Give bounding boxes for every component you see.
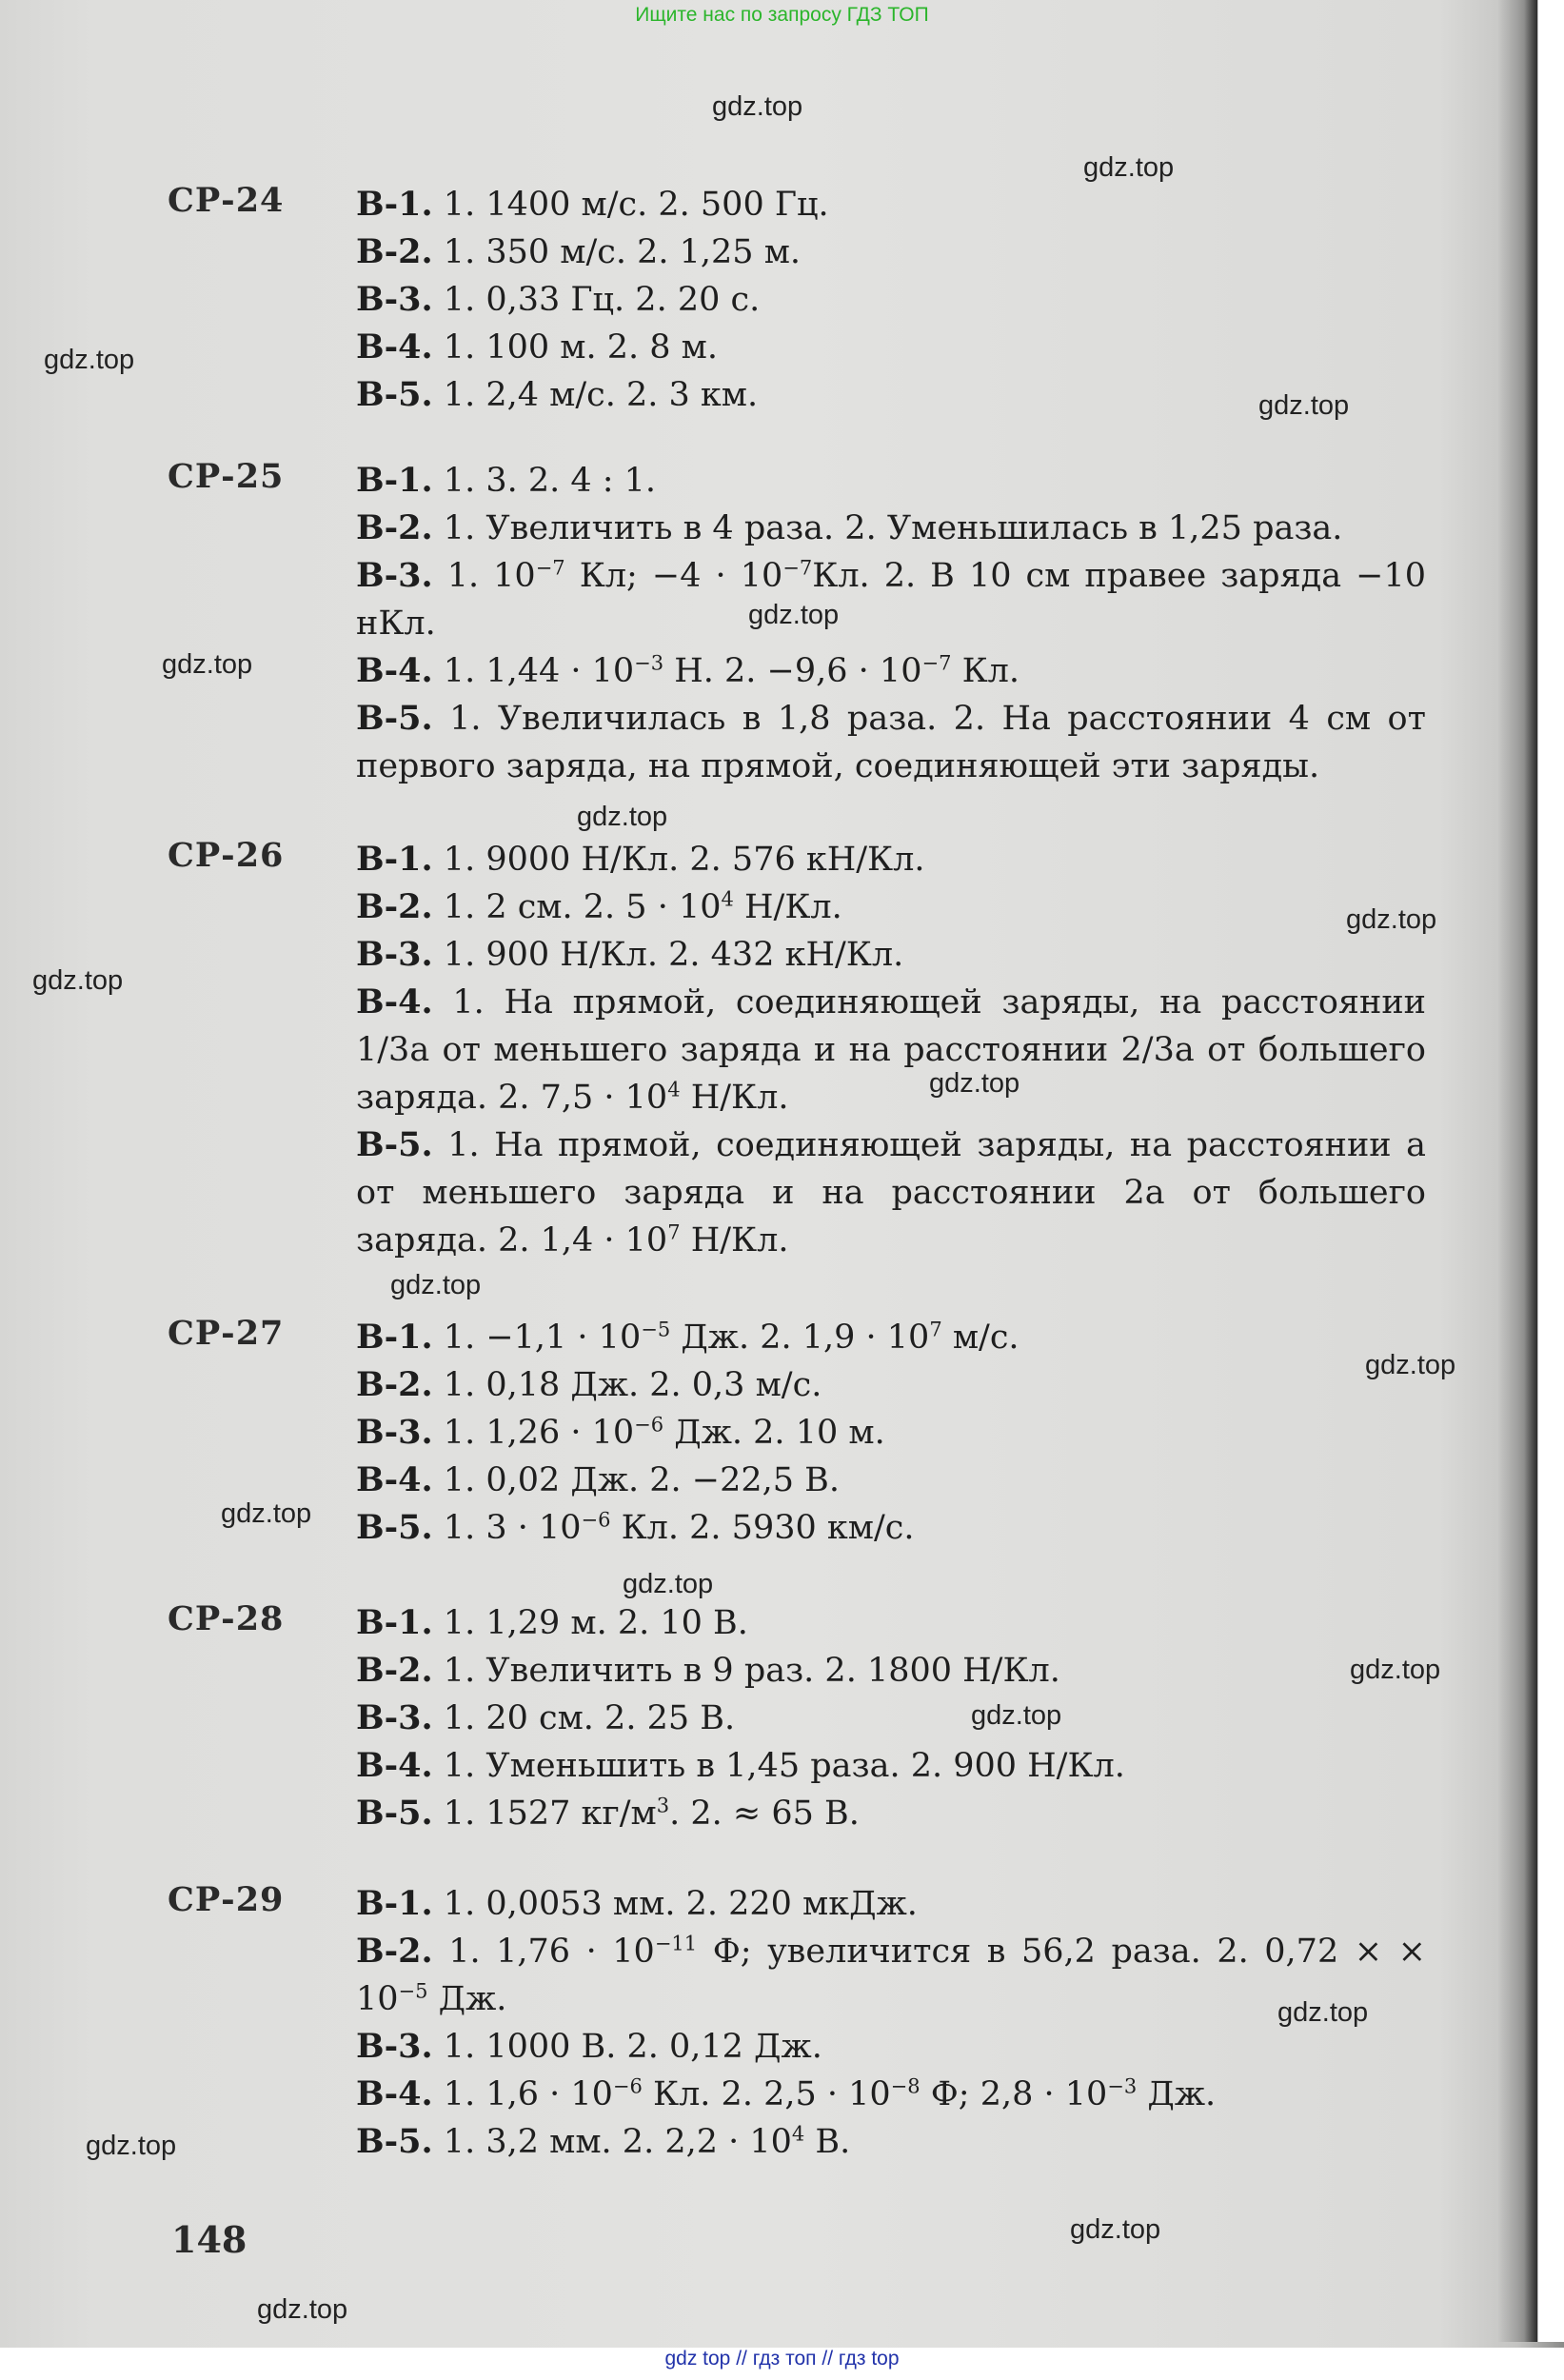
section-title: СР-25 — [168, 457, 285, 496]
watermark: gdz.top — [623, 1569, 714, 1599]
page-number: 148 — [171, 2218, 247, 2261]
answer-line: В-1. 1. $-1,1 \cdot 10^{-5}$ Дж. 2. $1,9 \cdot 10^7$ м/с. — [356, 1318, 1020, 1357]
watermark: gdz.top — [1070, 2214, 1161, 2245]
answer-list — [356, 457, 1426, 790]
answer-line: В-3. 1. $1,26 \cdot 10^{-6}$ Дж. 2. 10 м. — [356, 1413, 885, 1452]
section-title: СР-29 — [168, 1880, 285, 1919]
answer-line: В-2. 1. Увеличить в 4 раза. 2. Уменьшилась в 1,25 раза. — [356, 508, 1343, 547]
answer-line: В-1. 1. 1400 м/с. 2. 500 Гц. — [356, 185, 829, 224]
section-title: СР-27 — [168, 1314, 285, 1353]
answer-list — [356, 1314, 1426, 1552]
watermark: gdz.top — [221, 1498, 312, 1529]
answer-line: В-1. 1. 0,0053 мм. 2. 220 мкДж. — [356, 1884, 918, 1923]
answer-list — [356, 836, 1426, 1264]
answer-list — [356, 1880, 1426, 2166]
answer-line: В-3. 1. 900 Н/Кл. 2. 432 кН/Кл. — [356, 935, 904, 974]
answer-line: В-4. 1. 100 м. 2. 8 м. — [356, 327, 718, 367]
answer-line: В-5. 1. На прямой, соединяющей заряды, на расстоянии a от меньшего заряда и на расстоянии 2a от большего заряда. 2. $1,4 \cdot 10^7$ Н/Кл. — [356, 1125, 1426, 1259]
watermark: gdz.top — [32, 965, 124, 996]
section-title: СР-28 — [168, 1599, 285, 1638]
watermark: gdz.top — [1258, 390, 1350, 421]
answer-line: В-2. 1. 350 м/с. 2. 1,25 м. — [356, 232, 802, 271]
answer-line: В-3. 1. $10^{-7}$ Кл; $-4 \cdot 10^{-7}Кл$. 2. В 10 см правее заряда −10 нКл. — [356, 556, 1426, 643]
answer-line: В-4. 1. Уменьшить в 1,45 раза. 2. 900 Н/Кл. — [356, 1746, 1125, 1785]
watermark: gdz.top — [577, 802, 668, 832]
watermark: gdz.top — [1277, 1997, 1369, 2028]
answer-line: В-4. 1. 0,02 Дж. 2. −22,5 В. — [356, 1460, 841, 1499]
answer-line: В-4. 1. На прямой, соединяющей заряды, на расстоянии 1/3a от меньшего заряда и на расстоянии 2/3a от большего заряда. 2. $7,5 \cdot 10^4$ Н/Кл. — [356, 982, 1426, 1117]
top-banner[interactable]: Ищите нас по запросу ГДЗ ТОП — [635, 4, 929, 26]
watermark: gdz.top — [929, 1068, 1020, 1099]
answer-list — [356, 181, 1426, 419]
bottom-banner[interactable]: gdz top // гдз топ // гдз top — [0, 2348, 1564, 2380]
answer-line: В-3. 1. 1000 В. 2. 0,12 Дж. — [356, 2027, 822, 2066]
watermark: gdz.top — [712, 91, 803, 122]
watermark: gdz.top — [44, 345, 135, 375]
section-title: СР-24 — [168, 181, 285, 220]
section-title: СР-26 — [168, 836, 285, 875]
watermark: gdz.top — [1350, 1655, 1441, 1685]
answer-line: В-5. 1. Увеличилась в 1,8 раза. 2. На расстоянии 4 см от первого заряда, на прямой, соединяющей эти заряды. — [356, 699, 1426, 785]
watermark: gdz.top — [1346, 904, 1437, 935]
answer-line: В-2. 1. 0,18 Дж. 2. 0,3 м/с. — [356, 1365, 822, 1404]
watermark: gdz.top — [1365, 1350, 1456, 1380]
watermark: gdz.top — [1083, 152, 1175, 183]
answer-line: В-5. 1. 3,2 мм. 2. $2,2 \cdot 10^4$ В. — [356, 2122, 851, 2161]
answer-line: В-3. 1. 0,33 Гц. 2. 20 с. — [356, 280, 761, 319]
watermark: gdz.top — [390, 1270, 482, 1300]
answer-line: В-4. 1. $1,6 \cdot 10^{-6}$ Кл. 2. $2,5 \cdot 10^{-8}$ Ф; $2,8 \cdot 10^{-3}$ Дж. — [356, 2074, 1217, 2113]
answer-list — [356, 1599, 1426, 1837]
answer-line: В-5. 1. $3 \cdot 10^{-6}$ Кл. 2. 5930 км/с. — [356, 1508, 915, 1547]
answer-line: В-5. 1. 2,4 м/с. 2. 3 км. — [356, 375, 759, 414]
answer-line: В-4. 1. $1,44 \cdot 10^{-3}$ Н. 2. $-9,6 \cdot 10^{-7}$ Кл. — [356, 651, 1020, 690]
answer-line: В-5. 1. 1527 $кг/м^3$. 2. ≈ 65 В. — [356, 1794, 860, 1833]
answer-line: В-2. 1. $1,76 \cdot 10^{-11}$ Ф; увеличится в 56,2 раза. 2. 0,72 × × $10^{-5}$ Дж. — [356, 1932, 1426, 2018]
answer-line: В-1. 1. 9000 Н/Кл. 2. 576 кН/Кл. — [356, 840, 925, 879]
watermark: gdz.top — [257, 2294, 348, 2325]
page-spine-shadow — [1497, 0, 1564, 2342]
watermark: gdz.top — [86, 2131, 177, 2161]
answer-line: В-3. 1. 20 см. 2. 25 В. — [356, 1698, 736, 1737]
answer-line: В-2. 1. 2 см. 2. $5 \cdot 10^4$ Н/Кл. — [356, 887, 842, 926]
watermark: gdz.top — [971, 1700, 1062, 1731]
watermark: gdz.top — [162, 649, 253, 680]
answer-line: В-2. 1. Увеличить в 9 раз. 2. 1800 Н/Кл. — [356, 1651, 1060, 1690]
watermark: gdz.top — [748, 600, 840, 630]
answer-line: В-1. 1. 1,29 м. 2. 10 В. — [356, 1603, 748, 1642]
answer-line: В-1. 1. 3. 2. 4 : 1. — [356, 461, 657, 500]
